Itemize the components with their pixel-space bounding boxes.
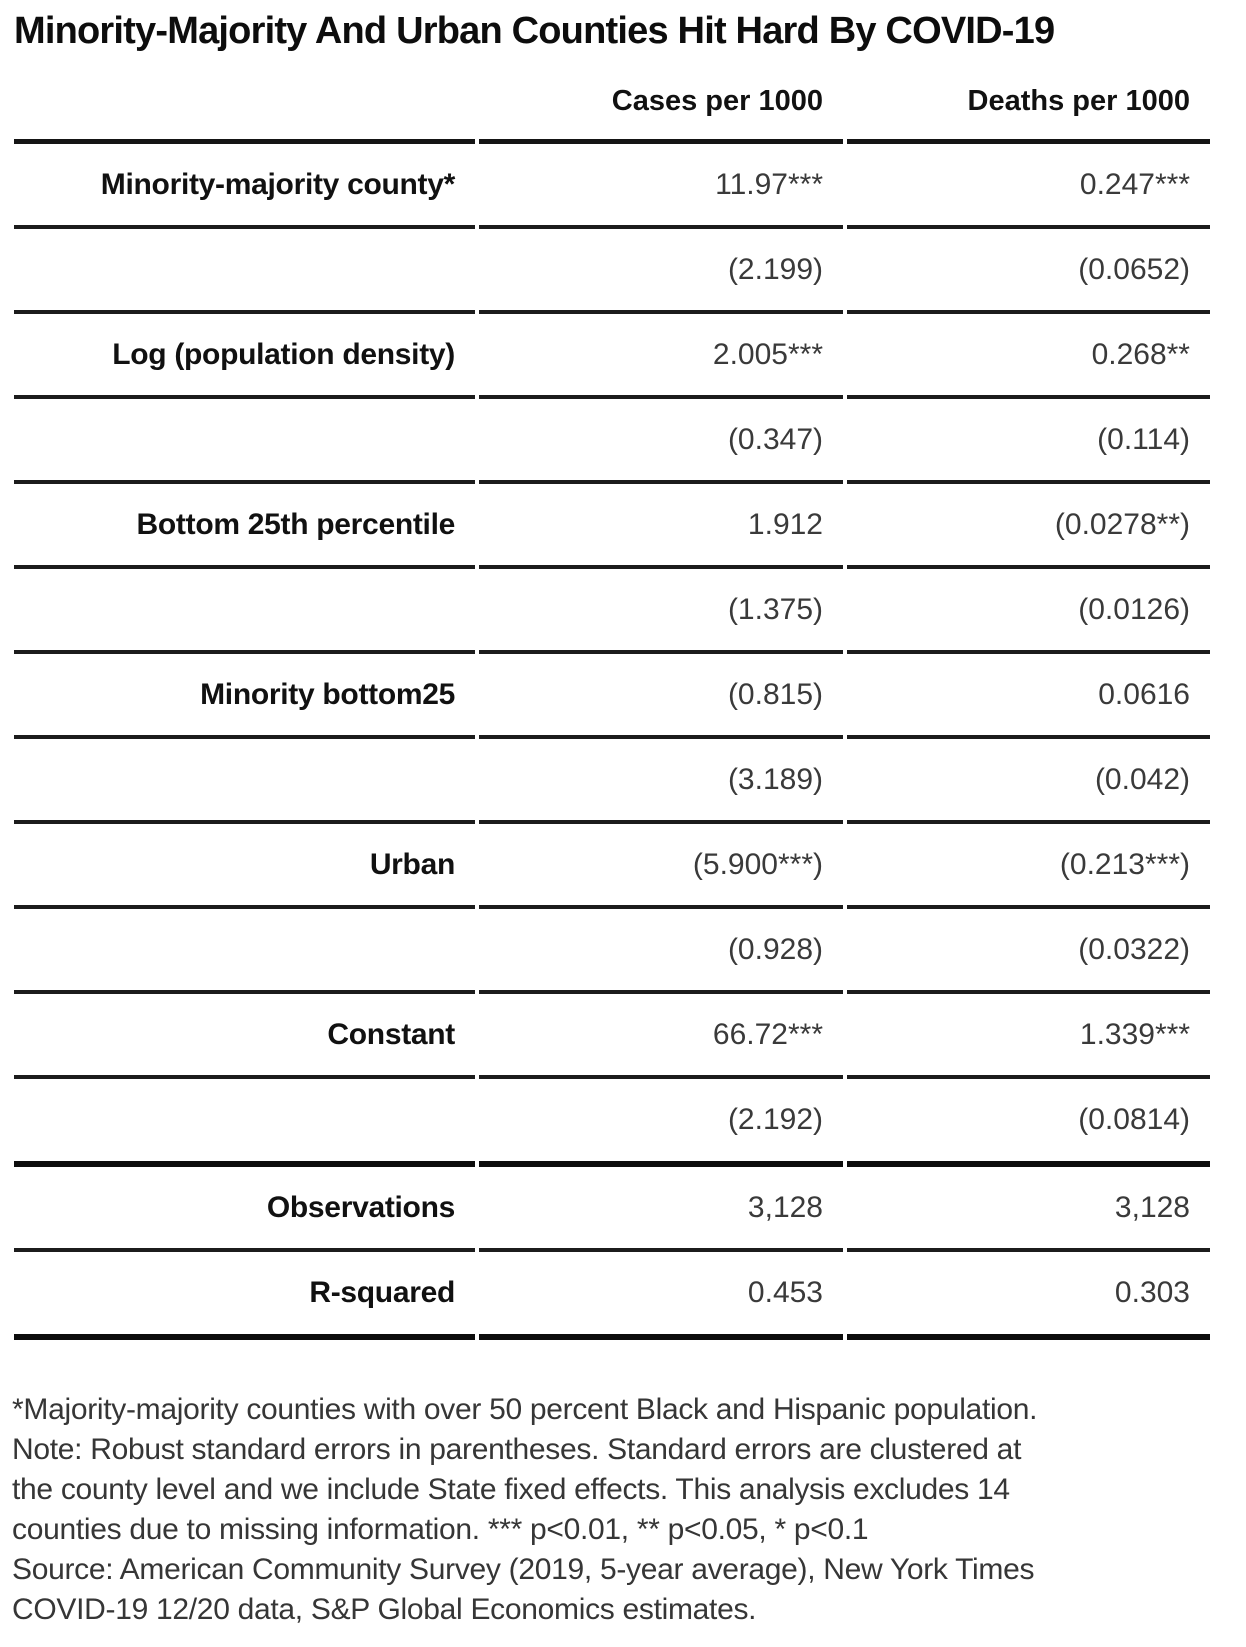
note-line: *Majority-majority counties with over 50 percent Black and Hispanic population. (12, 1393, 1038, 1426)
header-empty-cell (14, 64, 475, 144)
row-label-cell: Log (population density) (14, 314, 475, 399)
regression-table (10, 64, 1214, 1340)
cases-value-cell: 0.453 (479, 1252, 843, 1340)
cases-value-cell: (0.347) (479, 399, 843, 484)
row-label-cell: Bottom 25th percentile (14, 484, 475, 569)
table-row (14, 1252, 1210, 1340)
deaths-value-cell: 0.268** (847, 314, 1210, 399)
table-row (14, 824, 1210, 909)
note-line: counties due to missing information. *** p<0.01, ** p<0.05, * p<0.1 (12, 1513, 869, 1546)
row-label-cell: R-squared (14, 1252, 475, 1340)
cases-value-cell: 3,128 (479, 1167, 843, 1252)
cases-value-cell: (5.900***) (479, 824, 843, 909)
deaths-value-cell: (0.0126) (847, 569, 1210, 654)
table-row (14, 909, 1210, 994)
note-line: Source: American Community Survey (2019, 5-year average), New York Times (12, 1553, 1035, 1586)
cases-value-cell: (2.192) (479, 1079, 843, 1167)
cases-value-cell: (2.199) (479, 229, 843, 314)
notes (12, 1390, 1192, 1630)
header-row (14, 64, 1210, 144)
table-row (14, 484, 1210, 569)
cases-value-cell: (0.815) (479, 654, 843, 739)
note-line: COVID-19 12/20 data, S&P Global Economics estimates. (12, 1593, 757, 1626)
deaths-value-cell: (0.0278**) (847, 484, 1210, 569)
deaths-value-cell: 3,128 (847, 1167, 1210, 1252)
note-line: the county level and we include State fixed effects. This analysis excludes 14 (12, 1473, 1010, 1506)
row-label-cell: Minority-majority county* (14, 144, 475, 229)
table-row (14, 569, 1210, 654)
cases-value-cell: 66.72*** (479, 994, 843, 1079)
deaths-value-cell: (0.042) (847, 739, 1210, 824)
table-body (14, 144, 1210, 1340)
cases-value-cell: 2.005*** (479, 314, 843, 399)
page-title: Minority-Majority And Urban Counties Hit Hard By COVID-19 (14, 10, 1055, 52)
table-row (14, 144, 1210, 229)
row-label-cell: Urban (14, 824, 475, 909)
row-label-cell: Minority bottom25 (14, 654, 475, 739)
deaths-value-cell: (0.213***) (847, 824, 1210, 909)
cases-value-cell: (3.189) (479, 739, 843, 824)
col-header-cases: Cases per 1000 (479, 64, 843, 144)
row-label-cell (14, 1079, 475, 1167)
table-row (14, 229, 1210, 314)
row-label-cell (14, 399, 475, 484)
deaths-value-cell: (0.114) (847, 399, 1210, 484)
cases-value-cell: 11.97*** (479, 144, 843, 229)
table-row (14, 1079, 1210, 1167)
cases-value-cell: 1.912 (479, 484, 843, 569)
table-row (14, 739, 1210, 824)
table-row (14, 654, 1210, 739)
row-label-cell: Observations (14, 1167, 475, 1252)
row-label-cell (14, 739, 475, 824)
deaths-value-cell: (0.0652) (847, 229, 1210, 314)
row-label-cell (14, 569, 475, 654)
deaths-value-cell: 0.0616 (847, 654, 1210, 739)
table-row (14, 399, 1210, 484)
deaths-value-cell: (0.0322) (847, 909, 1210, 994)
col-header-deaths: Deaths per 1000 (847, 64, 1210, 144)
deaths-value-cell: 0.247*** (847, 144, 1210, 229)
deaths-value-cell: (0.0814) (847, 1079, 1210, 1167)
deaths-value-cell: 0.303 (847, 1252, 1210, 1340)
note-line: Note: Robust standard errors in parentheses. Standard errors are clustered at (12, 1433, 1022, 1466)
row-label-cell (14, 909, 475, 994)
row-label-cell (14, 229, 475, 314)
cases-value-cell: (1.375) (479, 569, 843, 654)
deaths-value-cell: 1.339*** (847, 994, 1210, 1079)
row-label-cell: Constant (14, 994, 475, 1079)
table-row (14, 994, 1210, 1079)
cases-value-cell: (0.928) (479, 909, 843, 994)
table-row (14, 1167, 1210, 1252)
table-row (14, 314, 1210, 399)
